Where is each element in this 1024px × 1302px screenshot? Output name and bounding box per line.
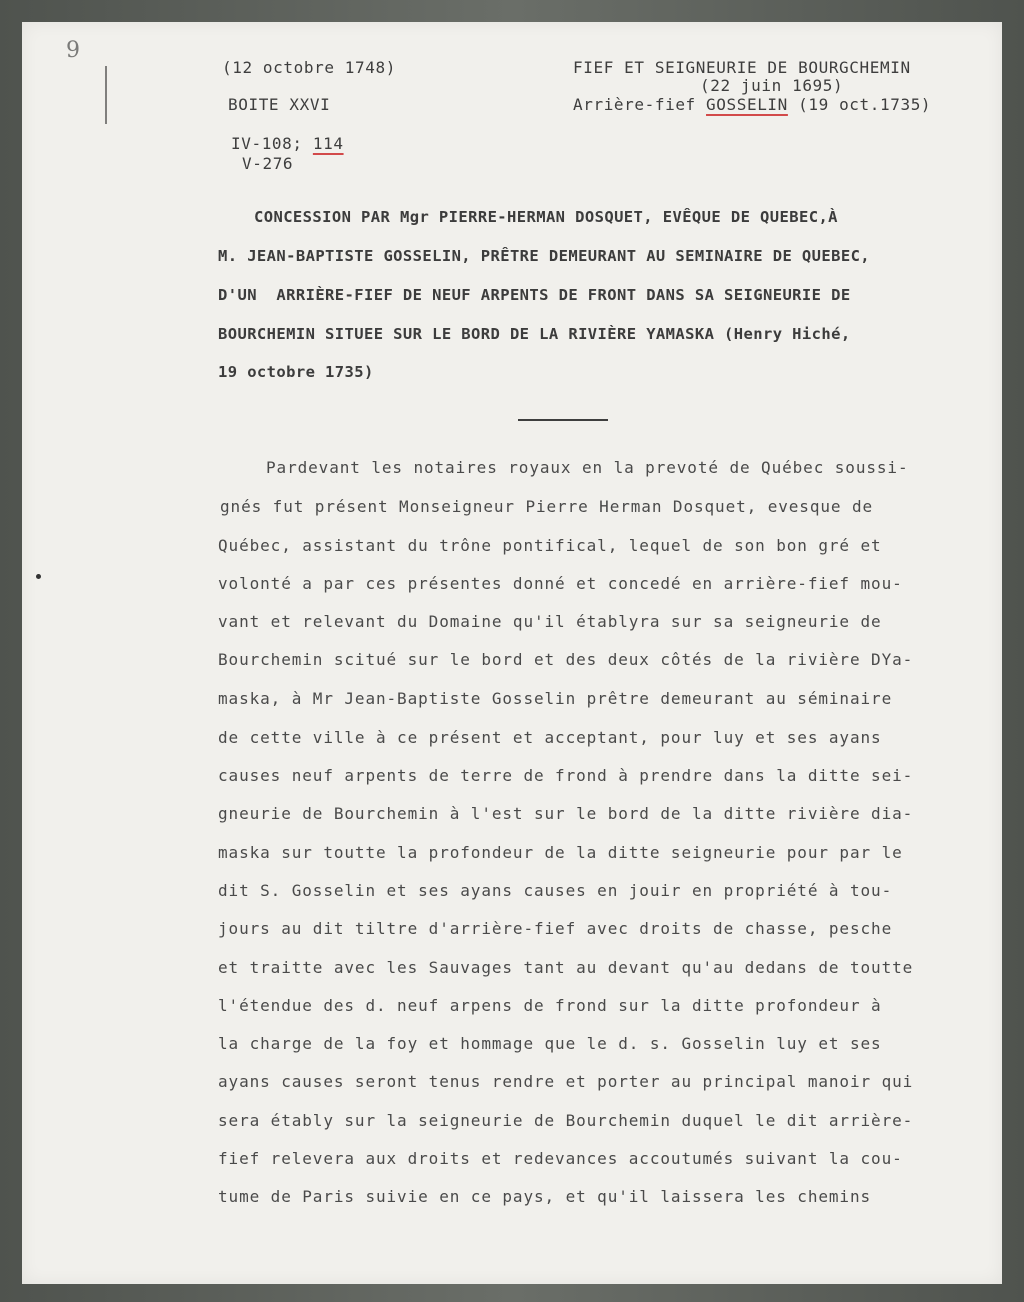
- header-ref-line1: [231, 134, 344, 153]
- body-line: maska sur toutte la profondeur de la ditte seigneurie pour par le: [218, 843, 903, 862]
- body-line: sera étably sur la seigneurie de Bourchemin duquel le dit arrière-: [218, 1111, 914, 1130]
- body-line: maska, à Mr Jean-Baptiste Gosselin prêtre demeurant au séminaire: [218, 689, 893, 708]
- pencil-page-number: 9: [66, 38, 80, 63]
- header-date: (12 octobre 1748): [222, 58, 396, 77]
- title-text: D'UN ARRIÈRE-FIEF DE NEUF ARPENTS DE FRONT DANS SA SEIGNEURIE DE: [218, 286, 851, 304]
- arriere-name: GOSSELIN: [706, 95, 788, 114]
- ref-prefix: IV-108;: [231, 134, 313, 153]
- body-line: la charge de la foy et hommage que le d. s. Gosselin luy et ses: [218, 1034, 882, 1053]
- body-line: ayans causes seront tenus rendre et porter au principal manoir qui: [218, 1072, 914, 1091]
- arriere-date: (19 oct.1735): [787, 95, 932, 114]
- body-line: tume de Paris suivie en ce pays, et qu'il laissera les chemins: [218, 1187, 872, 1206]
- title-text: M. JEAN-BAPTISTE GOSSELIN, PRÊTRE DEMEURANT AU SEMINAIRE DE QUEBEC,: [218, 247, 871, 265]
- body-line: volonté a par ces présentes donné et concedé en arrière-fief mou-: [218, 574, 903, 593]
- margin-dot: [36, 574, 41, 579]
- body-line: dit S. Gosselin et ses ayans causes en jouir en propriété à tou-: [218, 881, 893, 900]
- section-divider: [518, 419, 608, 421]
- body-line: de cette ville à ce présent et acceptant, pour luy et ses ayans: [218, 728, 882, 747]
- header-box: BOITE XXVI: [228, 95, 331, 114]
- body-line: Québec, assistant du trône pontifical, lequel de son bon gré et: [218, 536, 882, 555]
- body-line: gneurie de Bourchemin à l'est sur le bord de la ditte rivière dia-: [218, 804, 914, 823]
- pencil-margin-line: [105, 66, 107, 124]
- ref-underlined-number: 114: [312, 134, 344, 153]
- body-line: causes neuf arpents de terre de frond à prendre dans la ditte sei-: [218, 766, 914, 785]
- body-line: et traitte avec les Sauvages tant au devant qu'au dedans de toutte: [218, 958, 914, 977]
- fief-title: FIEF ET SEIGNEURIE DE BOURGCHEMIN: [573, 58, 911, 77]
- fief-date: (22 juin 1695): [700, 76, 844, 95]
- header-ref-line2: V-276: [242, 154, 294, 173]
- body-line: Bourchemin scitué sur le bord et des deux côtés de la rivière DYa-: [218, 650, 914, 669]
- body-line: vant et relevant du Domaine qu'il établyra sur sa seigneurie de: [218, 612, 882, 631]
- body-line: gnés fut présent Monseigneur Pierre Herman Dosquet, evesque de: [220, 497, 874, 516]
- title-text: CONCESSION PAR Mgr PIERRE-HERMAN DOSQUET, EVÊQUE DE QUEBEC,À: [254, 208, 838, 226]
- arriere-fief-line: [573, 95, 931, 114]
- title-text: 19 octobre 1735): [218, 363, 374, 381]
- body-line: Pardevant les notaires royaux en la prevoté de Québec soussi-: [266, 458, 909, 477]
- body-line: l'étendue des d. neuf arpens de frond sur la ditte profondeur à: [218, 996, 882, 1015]
- title-text: BOURCHEMIN SITUEE SUR LE BORD DE LA RIVIÈRE YAMASKA (Henry Hiché,: [218, 325, 851, 343]
- body-line: jours au dit tiltre d'arrière-fief avec droits de chasse, pesche: [218, 919, 893, 938]
- arriere-prefix: Arrière-fief: [573, 95, 707, 114]
- body-line: fief relevera aux droits et redevances accoutumés suivant la cou-: [218, 1149, 903, 1168]
